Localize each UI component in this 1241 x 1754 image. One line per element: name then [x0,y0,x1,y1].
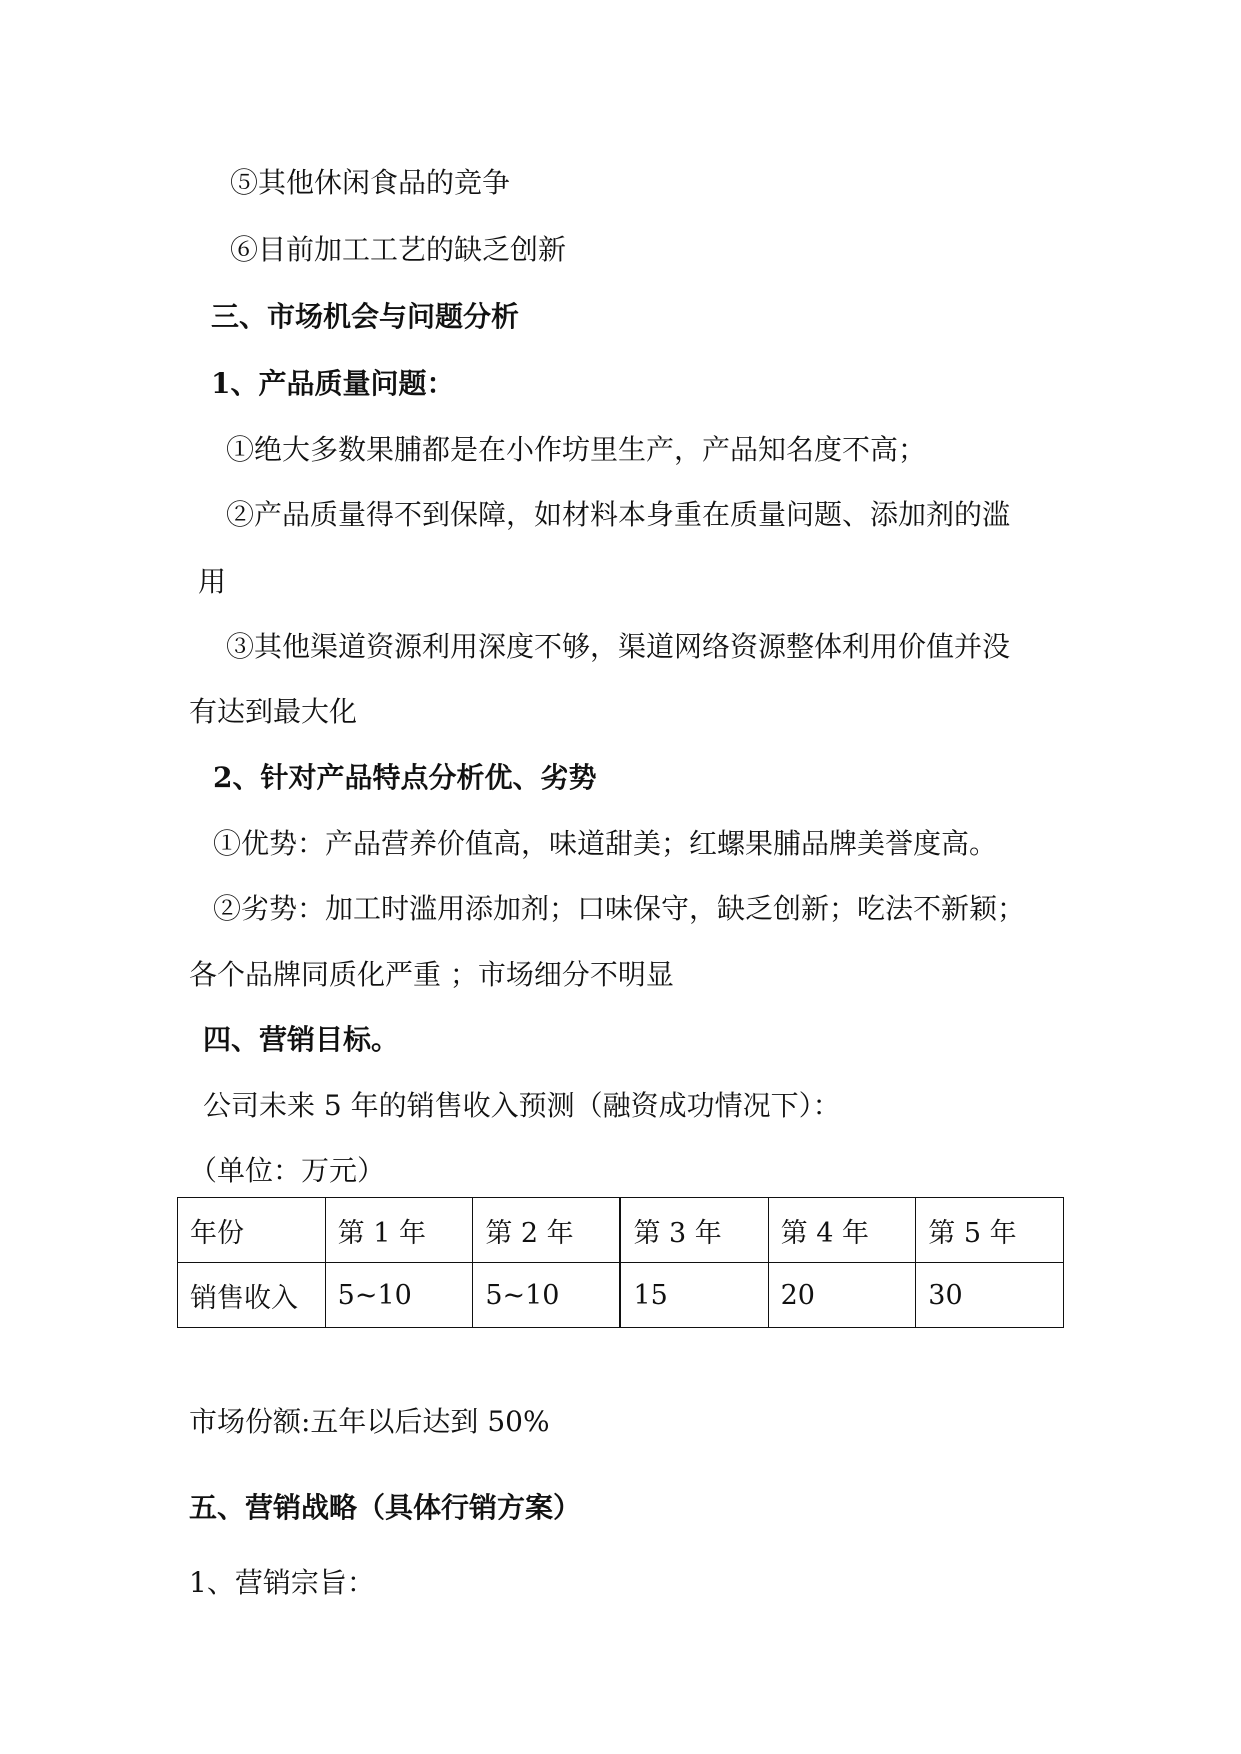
section-5-heading: 五、营销战略（具体行销方案） [189,1491,582,1524]
table-cell: 第 5 年 [916,1198,1064,1263]
quality-point-2-line-1: ②产品质量得不到保障，如材料本身重在质量问题、添加剂的滥 [226,498,1011,531]
table-header-row [178,1198,1064,1263]
table-cell: 5~10 [473,1263,621,1328]
revenue-forecast-table [177,1197,1064,1328]
table-cell: 销售收入 [178,1263,326,1328]
table-cell: 20 [768,1263,916,1328]
table-cell: 第 2 年 [473,1198,621,1263]
quality-point-3-line-1: ③其他渠道资源利用深度不够，渠道网络资源整体利用价值并没 [226,630,1011,663]
disadvantage-point-line-2: 各个品牌同质化严重 ；市场细分不明显 [189,958,674,991]
table-cell: 第 1 年 [325,1198,473,1263]
table-cell: 15 [620,1263,768,1328]
subsection-2-heading: 2、针对产品特点分析优、劣势 [213,761,597,794]
section-3-heading: 三、市场机会与问题分析 [211,300,520,333]
table-cell: 30 [916,1263,1064,1328]
marketing-purpose-item: 1、营销宗旨： [189,1566,375,1599]
quality-point-1: ①绝大多数果脯都是在小作坊里生产，产品知名度不高； [226,433,927,466]
quality-point-2-line-2: 用 [198,565,227,598]
advantage-point: ①优势：产品营养价值高，味道甜美；红螺果脯品牌美誉度高。 [213,827,998,860]
table-row [178,1263,1064,1328]
quality-point-3-line-2: 有达到最大化 [189,695,358,728]
revenue-forecast-intro: 公司未来 5 年的销售收入预测（融资成功情况下）： [203,1089,841,1122]
table-cell: 第 4 年 [768,1198,916,1263]
item-5: ⑤其他休闲食品的竞争 [230,166,511,199]
table-cell: 5~10 [325,1263,473,1328]
market-share-target: 市场份额:五年以后达到 50% [189,1405,550,1438]
disadvantage-point-line-1: ②劣势：加工时滥用添加剂；口味保守，缺乏创新；吃法不新颖； [213,892,1026,925]
subsection-1-heading: 1、产品质量问题： [211,367,455,400]
item-6: ⑥目前加工工艺的缺乏创新 [230,233,567,266]
table-cell: 第 3 年 [620,1198,768,1263]
table-cell: 年份 [178,1198,326,1263]
section-4-heading: 四、营销目标。 [203,1023,400,1056]
unit-note: （单位：万元） [189,1154,386,1187]
